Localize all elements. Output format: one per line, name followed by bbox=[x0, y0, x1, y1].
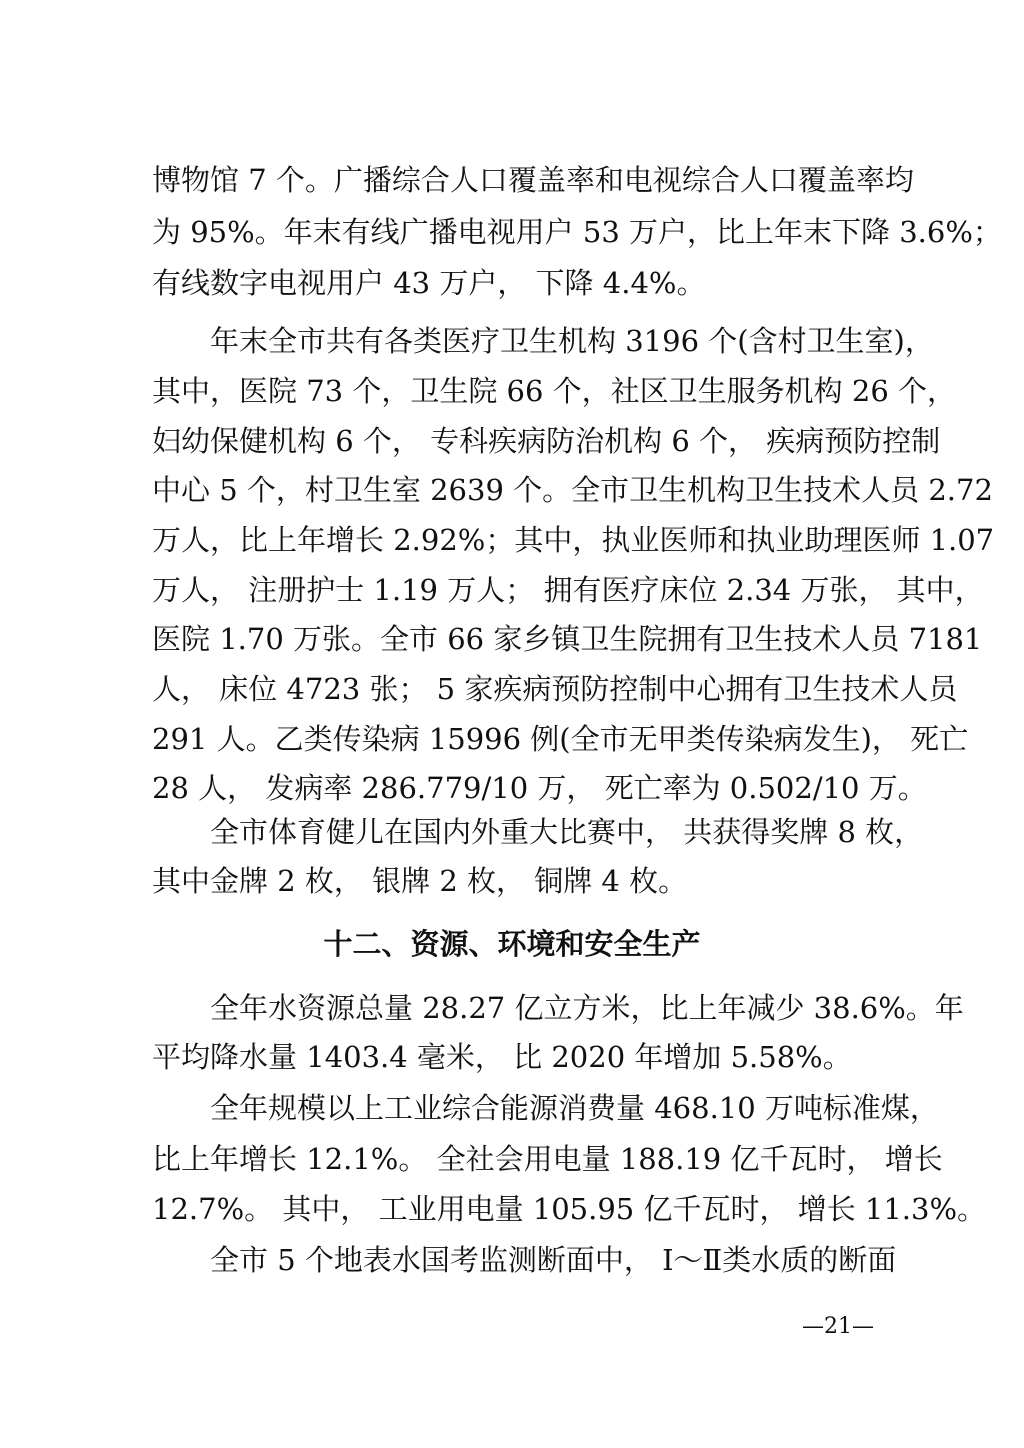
paragraph-2-line-5: 万人，比上年增长 2.92%；其中，执业医师和执业助理医师 1.07 bbox=[152, 523, 995, 557]
section-paragraph-2-line-1: 全年规模以上工业综合能源消费量 468.10 万吨标准煤， bbox=[210, 1091, 939, 1125]
paragraph-2-line-3: 妇幼保健机构 6 个， 专科疾病防治机构 6 个， 疾病预防控制 bbox=[152, 424, 941, 458]
paragraph-3-line-2: 其中金牌 2 枚， 银牌 2 枚， 铜牌 4 枚。 bbox=[152, 864, 688, 898]
paragraph-1-line-3: 有线数字电视用户 43 万户， 下降 4.4%。 bbox=[152, 266, 706, 300]
section-heading: 十二、资源、环境和安全生产 bbox=[323, 927, 701, 961]
paragraph-1-line-2: 为 95%。年末有线广播电视用户 53 万户，比上年末下降 3.6%； bbox=[152, 215, 1002, 249]
paragraph-2-line-2: 其中，医院 73 个，卫生院 66 个，社区卫生服务机构 26 个， bbox=[152, 374, 957, 408]
section-paragraph-2-line-2: 比上年增长 12.1%。 全社会用电量 188.19 亿千瓦时， 增长 bbox=[152, 1142, 943, 1176]
section-paragraph-1-line-1: 全年水资源总量 28.27 亿立方米，比上年减少 38.6%。年 bbox=[210, 991, 964, 1025]
paragraph-3-line-1: 全市体育健儿在国内外重大比赛中， 共获得奖牌 8 枚， bbox=[210, 815, 924, 849]
paragraph-2-line-4: 中心 5 个，村卫生室 2639 个。全市卫生机构卫生技术人员 2.72 bbox=[152, 473, 993, 507]
paragraph-2-line-8: 人， 床位 4723 张； 5 家疾病预防控制中心拥有卫生技术人员 bbox=[152, 672, 958, 706]
paragraph-2-line-10: 28 人， 发病率 286.779/10 万， 死亡率为 0.502/10 万。 bbox=[152, 771, 927, 805]
section-paragraph-2-line-3: 12.7%。 其中， 工业用电量 105.95 亿千瓦时， 增长 11.3%。 bbox=[152, 1192, 987, 1226]
paragraph-2-line-6: 万人， 注册护士 1.19 万人； 拥有医疗床位 2.34 万张， 其中， bbox=[152, 573, 984, 607]
paragraph-2-line-1: 年末全市共有各类医疗卫生机构 3196 个(含村卫生室)， bbox=[210, 324, 934, 358]
page-number: —21— bbox=[802, 1314, 874, 1339]
paragraph-2-line-7: 医院 1.70 万张。全市 66 家乡镇卫生院拥有卫生技术人员 7181 bbox=[152, 622, 983, 656]
section-paragraph-3-line-1: 全市 5 个地表水国考监测断面中， Ⅰ～Ⅱ类水质的断面 bbox=[210, 1243, 897, 1277]
paragraph-1-line-1: 博物馆 7 个。广播综合人口覆盖率和电视综合人口覆盖率均 bbox=[152, 163, 914, 197]
paragraph-2-line-9: 291 人。乙类传染病 15996 例(全市无甲类传染病发生)， 死亡 bbox=[152, 722, 969, 756]
section-paragraph-1-line-2: 平均降水量 1403.4 毫米， 比 2020 年增加 5.58%。 bbox=[152, 1040, 852, 1074]
